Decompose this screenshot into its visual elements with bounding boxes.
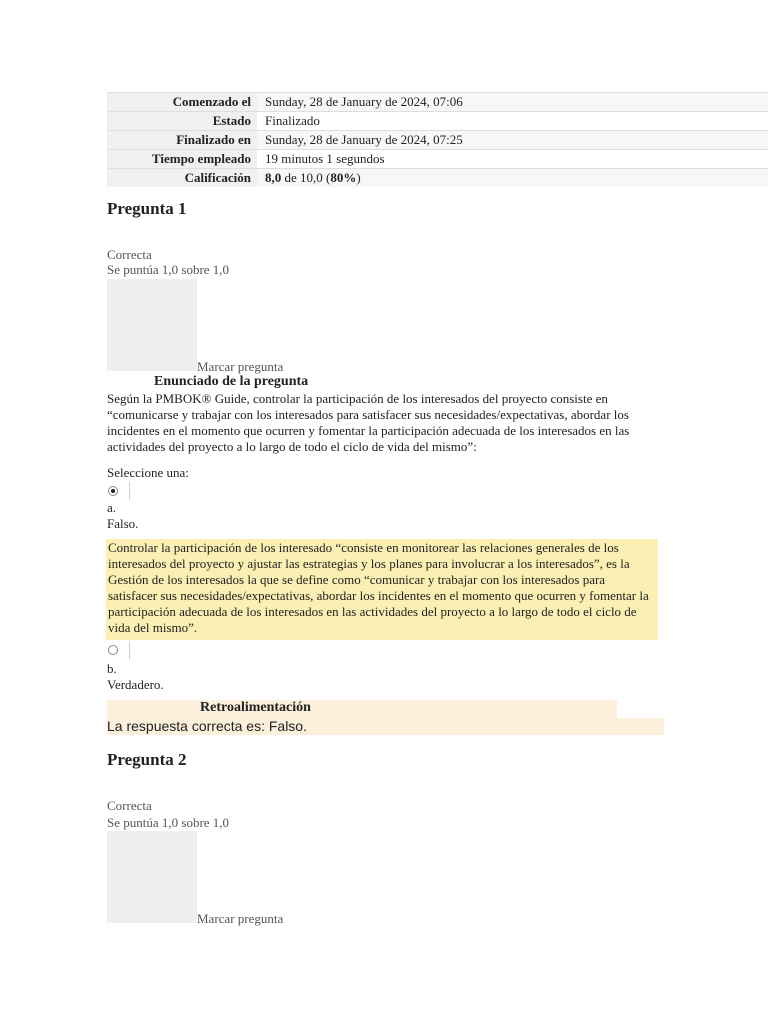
question-grade: Se puntúa 1,0 sobre 1,0 (107, 262, 230, 277)
option-divider (129, 641, 130, 659)
feedback-title: Retroalimentación (200, 700, 311, 715)
feedback-title-background (107, 700, 617, 718)
option-a-letter: a. (107, 500, 117, 515)
question-heading: Pregunta 1 (107, 199, 187, 218)
answer-prompt: Seleccione una: (107, 465, 189, 480)
grade-close: ) (356, 170, 361, 185)
summary-value: Finalizado (257, 112, 768, 131)
summary-label: Comenzado el (107, 93, 257, 112)
summary-label: Finalizado en (107, 131, 257, 150)
summary-row-finished (107, 131, 768, 150)
summary-label: Calificación (107, 169, 257, 188)
question-heading: Pregunta 2 (107, 750, 187, 769)
summary-grade-value (257, 169, 768, 188)
question-grade: Se puntúa 1,0 sobre 1,0 (107, 815, 230, 830)
attempt-summary-table (107, 92, 768, 187)
flag-icon[interactable] (107, 831, 197, 923)
grade-of: de 10,0 ( (281, 170, 331, 185)
summary-value: Sunday, 28 de January de 2024, 07:06 (257, 93, 768, 112)
option-a-radio[interactable] (108, 486, 118, 496)
flag-question-link[interactable]: Marcar pregunta (197, 911, 284, 926)
option-b-text[interactable]: Verdadero. (107, 677, 164, 692)
summary-row-time (107, 150, 768, 169)
option-b-letter: b. (107, 661, 117, 676)
question-state: Correcta (107, 247, 152, 262)
flag-question-link[interactable]: Marcar pregunta (197, 359, 284, 374)
summary-row-state (107, 112, 768, 131)
question-state: Correcta (107, 798, 152, 813)
summary-value: Sunday, 28 de January de 2024, 07:25 (257, 131, 768, 150)
option-divider (129, 482, 130, 500)
grade-score: 8,0 (265, 170, 282, 185)
summary-row-started (107, 93, 768, 112)
flag-icon[interactable] (107, 279, 197, 371)
summary-row-grade (107, 169, 768, 188)
grade-percent: 80% (330, 170, 357, 185)
question-text-title: Enunciado de la pregunta (154, 374, 309, 389)
summary-label: Tiempo empleado (107, 150, 257, 169)
summary-value: 19 minutos 1 segundos (257, 150, 768, 169)
summary-label: Estado (107, 112, 257, 131)
question-text: Según la PMBOK® Guide, controlar la participación de los interesados del proyecto consiste en “comunicarse y trabajar con los interesados para satisfacer sus necesidades/expectativas, abordar los incidentes en el momento que ocurren y fomentar la participación adecuada de los interesados en las actividades del proyecto a lo largo de todo el ciclo de vida del mismo”: (107, 391, 630, 454)
option-b-radio[interactable] (108, 645, 118, 655)
right-answer: La respuesta correcta es: Falso. (107, 718, 664, 735)
option-a-text[interactable]: Falso. (107, 516, 139, 531)
specific-feedback: Controlar la participación de los interesado “consiste en monitorear las relaciones generales de los interesados del proyecto y ajustar las estrategias y los planes para involucrar a los interesados”, es la Gestión de los interesados la que se define como “comunicar y trabajar con los interesados para satisfacer sus necesidades/expectativas, abordar los incidentes en el momento que ocurren y fomentar la participación adecuada de los interesados en las actividades del proyecto a lo largo de todo el ciclo de vida del mismo”. (106, 539, 658, 640)
